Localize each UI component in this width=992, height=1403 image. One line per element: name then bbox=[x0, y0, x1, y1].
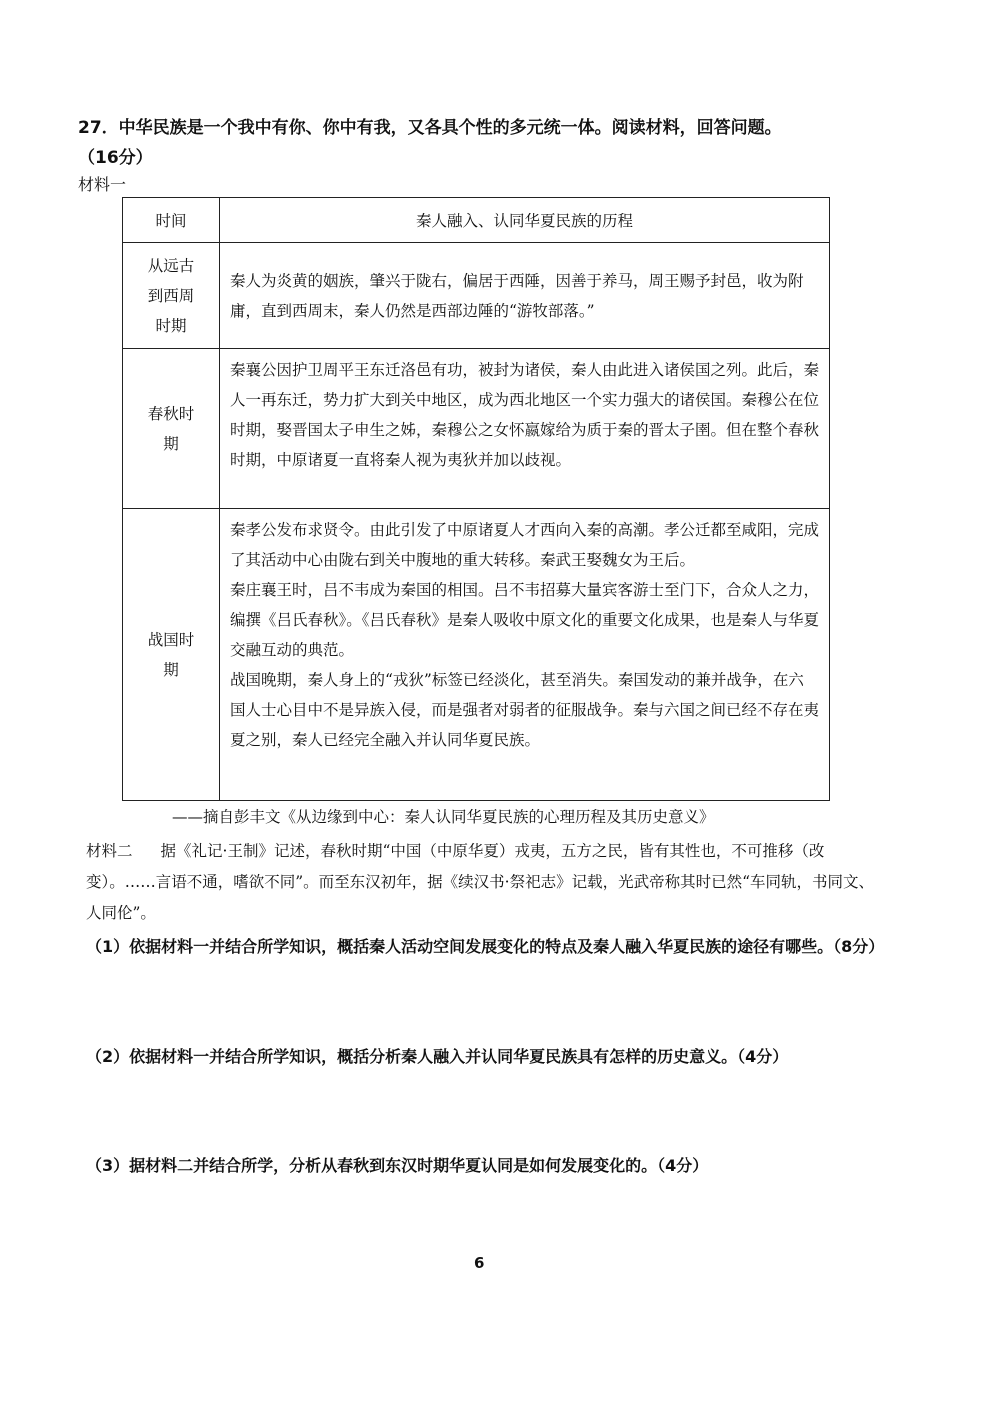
row-content bbox=[220, 243, 830, 349]
row-time: 春秋时期 bbox=[123, 349, 220, 509]
sub-question-3: （3）据材料二并结合所学，分析从春秋到东汉时期华夏认同是如何发展变化的。（4分） bbox=[86, 1156, 709, 1175]
page-number: 6 bbox=[474, 1254, 485, 1272]
row-paragraph: 秦襄公因护卫周平王东迁洛邑有功，被封为诸侯，秦人由此进入诸侯国之列。此后，秦人一再东迁，势力扩大到关中地区，成为西北地区一个实力强大的诸侯国。秦穆公在位时期，娶晋国太子申生之姊，秦穆公之女怀嬴嫁给为质于秦的晋太子圉。但在整个春秋时期，中原诸夏一直将秦人视为夷狄并加以歧视。 bbox=[230, 361, 820, 469]
material2-text: 据《礼记·王制》记述，春秋时期“中国（中原华夏）戎夷，五方之民，皆有其性也，不可推移（改变）。……言语不通，嗜欲不同”。而至东汉初年，据《续汉书·祭祀志》记载，光武帝称其时已然“车同轨，书同文、人同伦”。 bbox=[86, 842, 875, 922]
material2 bbox=[86, 836, 876, 929]
row-paragraph: 秦庄襄王时，吕不韦成为秦国的相国。吕不韦招募大量宾客游士至门下，合众人之力，编撰《吕氏春秋》。《吕氏春秋》是秦人吸收中原文化的重要文化成果，也是秦人与华夏交融互动的典范。 bbox=[230, 581, 820, 659]
header-time: 时间 bbox=[123, 198, 220, 243]
row-content bbox=[220, 509, 830, 801]
row-time: 从远古到西周时期 bbox=[123, 243, 220, 349]
sub-question-2: （2）依据材料一并结合所学知识，概括分析秦人融入并认同华夏民族具有怎样的历史意义。（4分） bbox=[86, 1047, 789, 1066]
table-row bbox=[123, 509, 830, 801]
row-paragraph: 秦孝公发布求贤令。由此引发了中原诸夏人才西向入秦的高潮。孝公迁都至咸阳，完成了其活动中心由陇右到关中腹地的重大转移。秦武王娶魏女为王后。 bbox=[230, 521, 820, 569]
row-time: 战国时期 bbox=[123, 509, 220, 801]
material1-label: 材料一 bbox=[78, 175, 127, 194]
header-content: 秦人融入、认同华夏民族的历程 bbox=[220, 198, 830, 243]
material1-source: ——摘自彭丰文《从边缘到中心：秦人认同华夏民族的心理历程及其历史意义》 bbox=[172, 808, 715, 826]
table-row bbox=[123, 243, 830, 349]
table-header-row bbox=[123, 198, 830, 243]
material2-label: 材料二 bbox=[86, 842, 133, 860]
question-title-line1: 27．中华民族是一个我中有你、你中有我，又各具个性的多元统一体。阅读材料，回答问题。 bbox=[78, 118, 782, 138]
question-title bbox=[78, 113, 938, 173]
question-score: （16分） bbox=[78, 148, 153, 168]
sub-question-1: （1）依据材料一并结合所学知识，概括秦人活动空间发展变化的特点及秦人融入华夏民族的途径有哪些。（8分） bbox=[86, 937, 885, 956]
table-row bbox=[123, 349, 830, 509]
row-content bbox=[220, 349, 830, 509]
row-paragraph: 秦人为炎黄的姻族，肇兴于陇右，偏居于西陲，因善于养马，周王赐予封邑，收为附庸，直到西周末，秦人仍然是西部边陲的“游牧部落。” bbox=[230, 271, 804, 320]
row-paragraph: 战国晚期，秦人身上的“戎狄”标签已经淡化，甚至消失。秦国发动的兼并战争，在六国人士心目中不是异族入侵，而是强者对弱者的征服战争。秦与六国之间已经不存在夷夏之别，秦人已经完全融入并认同华夏民族。 bbox=[230, 671, 820, 749]
material1-table bbox=[122, 197, 830, 801]
